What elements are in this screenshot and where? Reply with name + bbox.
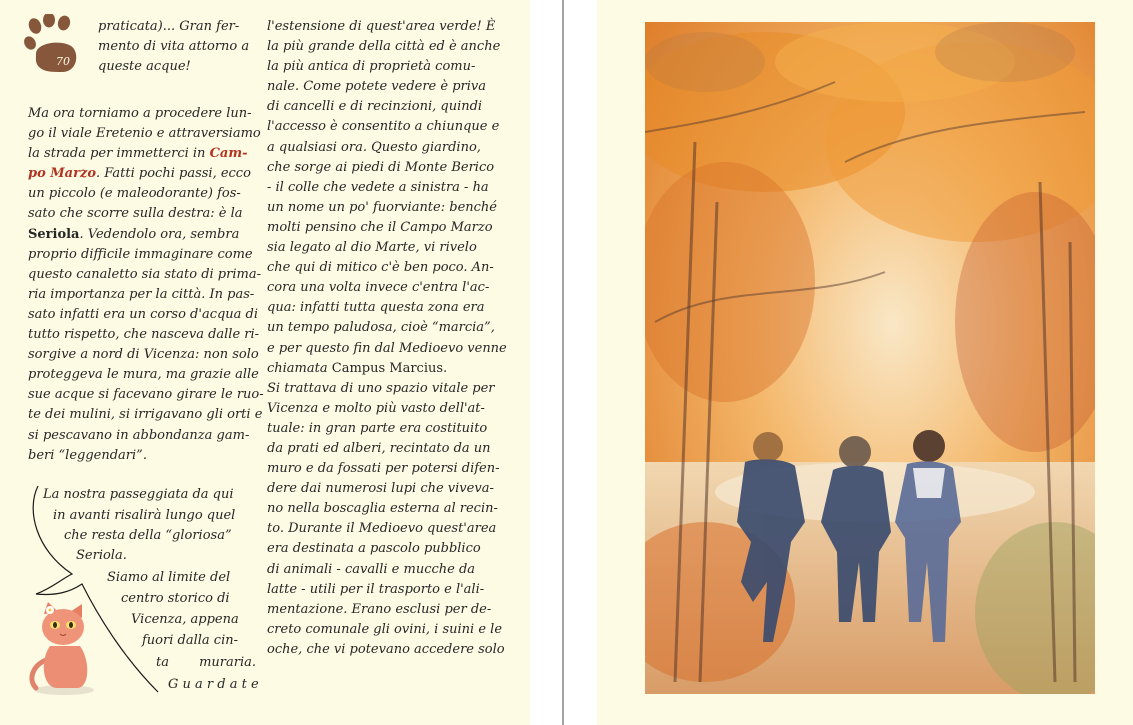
- text-line: un piccolo (e maleodorante) fos-: [28, 186, 241, 202]
- speech-line: G u a r d a t e: [168, 677, 259, 692]
- text-line: la più antica di proprietà comu-: [267, 59, 476, 75]
- text-fragment: . Fatti pochi passi, ecco: [96, 166, 251, 182]
- page-number: 70: [56, 55, 70, 68]
- campo-marzo-highlight: po Marzo: [28, 166, 97, 182]
- text-line: go il viale Eretenio e attraversiamo: [28, 126, 261, 142]
- intro-text: [98, 17, 250, 77]
- text-line: Ma ora torniamo a procedere lun-: [28, 106, 252, 121]
- text-line: sorgive a nord di Vicenza: non solo: [28, 347, 259, 363]
- text-line: di animali - cavalli e mucche da: [267, 561, 476, 577]
- speech-line: Siamo al limite del: [107, 570, 231, 585]
- speech-line: che resta della “gloriosa”: [64, 528, 232, 543]
- text-line: latte - utili per il trasporto e l'ali-: [267, 581, 485, 597]
- campus-marcius-roman: Campus Marcius: [331, 360, 444, 376]
- main-paragraph: [28, 104, 264, 466]
- text-line: si pescavano in abbondanza gam-: [28, 427, 250, 443]
- text-line: creto comunale gli ovini, i suini e le: [267, 621, 503, 637]
- text-line: beri “leggendari”.: [28, 447, 147, 463]
- text-line: proprio difficile immaginare come: [28, 246, 253, 262]
- text-line: questo canaletto sia stato di prima-: [28, 266, 261, 282]
- text-line: che qui di mitico c'è ben poco. An-: [267, 260, 494, 276]
- text-line: la più grande della città ed è anche: [267, 39, 501, 55]
- text-line: che sorge ai piedi di Monte Berico: [267, 159, 495, 175]
- text-fragment: la strada per immetterci in: [28, 146, 210, 162]
- text-line: l'estensione di quest'area verde! È: [267, 19, 496, 34]
- text-line: qua: infatti tutta questa zona era: [267, 300, 485, 316]
- text-line: l'accesso è consentito a chiunque e: [267, 119, 500, 135]
- text-line: oche, che vi potevano accedere solo: [267, 641, 505, 657]
- text-line: dere dai numerosi lupi che viveva-: [267, 481, 494, 497]
- text-fragment: chiamata: [267, 360, 332, 376]
- text-line: Vicenza e molto più vasto dell'at-: [267, 400, 485, 416]
- text-line: cora una volta invece c'entra l'ac-: [267, 280, 490, 296]
- text-line: [28, 144, 248, 164]
- text-line: e per questo fin dal Medioevo venne: [267, 340, 507, 356]
- text-line: di cancelli e di recinzioni, quindi: [267, 99, 483, 115]
- text-line: no nella boscaglia esterna al recin-: [267, 501, 498, 517]
- speech-line: Seriola.: [76, 548, 127, 563]
- speech-line: La nostra passeggiata da qui: [43, 487, 234, 502]
- intro-line: queste acque!: [98, 59, 191, 75]
- text-line: [28, 164, 251, 184]
- speech-line: in avanti risalirà lungo quel: [53, 508, 236, 523]
- intro-line: praticata)... Gran fer-: [98, 19, 240, 34]
- text-fragment: . Vedendolo ora, sembra: [79, 226, 240, 242]
- text-line: sato che scorre sulla destra: è la: [28, 206, 243, 222]
- text-line: te dei mulini, si irrigavano gli orti e: [28, 407, 263, 423]
- text-line: to. Durante il Medioevo quest'area: [267, 521, 497, 537]
- campo-marzo-highlight: Cam-: [209, 146, 248, 162]
- intro-line: mento di vita attorno a: [98, 39, 250, 55]
- text-line: molti pensino che il Campo Marzo: [267, 219, 493, 235]
- speech-line: Vicenza, appena: [131, 612, 239, 627]
- text-line: un nome un po' fuorviante: benché: [267, 199, 497, 215]
- text-line: tuale: in gran parte era costituito: [267, 420, 488, 436]
- text-line: sue acque si facevano girare le ruo-: [28, 387, 264, 403]
- text-line: muro e da fossati per potersi difen-: [267, 461, 500, 477]
- text-line: Si trattava di uno spazio vitale per: [267, 380, 495, 396]
- autumn-watercolor-painting: [645, 22, 1095, 694]
- text-line: nale. Come potete vedere è priva: [267, 79, 486, 95]
- page-divider: [562, 0, 564, 725]
- text-fragment: .: [443, 360, 448, 376]
- text-line: da prati ed alberi, recintato da un: [267, 440, 491, 456]
- text-line: sato infatti era un corso d'acqua di: [28, 306, 259, 322]
- text-line: sia legato al dio Marte, vi rivelo: [267, 240, 477, 256]
- cat-illustration: [26, 600, 98, 696]
- text-line: era destinata a pascolo pubblico: [267, 541, 481, 557]
- text-line: mentazione. Erano esclusi per de-: [267, 601, 492, 617]
- speech-line: fuori dalla cin-: [142, 633, 238, 648]
- text-line: un tempo paludosa, cioè “marcia”,: [267, 320, 495, 336]
- paw-page-number-icon: [22, 14, 84, 76]
- speech-line: ta muraria.: [156, 655, 257, 670]
- seriola-bold: Seriola: [28, 226, 80, 242]
- text-line: ria importanza per la città. In pas-: [28, 286, 255, 302]
- text-line: a qualsiasi ora. Questo giardino,: [267, 139, 481, 155]
- text-line: [267, 359, 484, 379]
- text-line: - il colle che vedete a sinistra - ha: [267, 179, 489, 195]
- speech-line: centro storico di: [121, 591, 230, 606]
- text-line: [28, 225, 245, 245]
- text-line: tutto rispetto, che nasceva dalle ri-: [28, 327, 260, 343]
- right-column-text: [267, 17, 507, 660]
- text-line: proteggeva le mura, ma grazie alle: [28, 367, 259, 383]
